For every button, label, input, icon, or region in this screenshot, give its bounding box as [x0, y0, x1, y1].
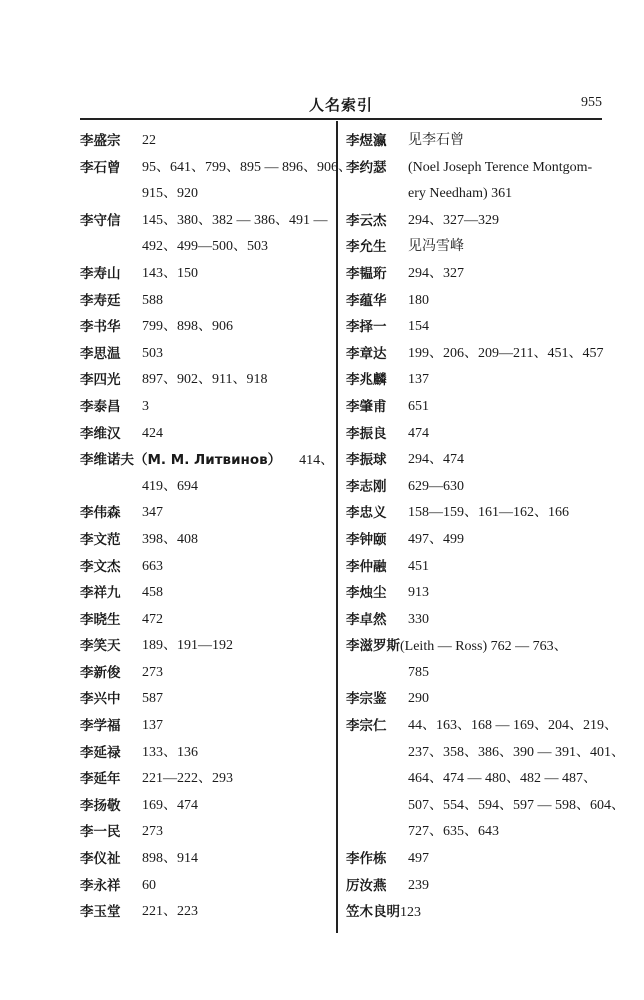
entry-line	[346, 208, 604, 235]
index-entry	[80, 208, 332, 261]
entry-line	[80, 793, 332, 820]
column-divider	[336, 121, 338, 933]
entry-line	[346, 447, 604, 474]
entry-name: 李蕴华	[346, 292, 387, 309]
index-column-right	[346, 128, 625, 926]
entry-pages: 458	[142, 585, 163, 601]
entry-name: 李新俊	[80, 664, 121, 681]
entry-name: 李笑天	[80, 638, 121, 655]
entry-pages: 897、902、911、918	[142, 372, 268, 388]
index-entry	[80, 793, 332, 820]
index-entry	[80, 128, 332, 155]
entry-continuation: 464、474 — 480、482 — 487、	[408, 771, 597, 787]
entry-pages: 347	[142, 505, 163, 521]
entry-line	[80, 899, 332, 926]
index-entry	[80, 527, 332, 554]
index-entry	[346, 474, 604, 501]
entry-line	[346, 128, 604, 155]
entry-pages: 3	[142, 398, 149, 414]
entry-line	[80, 686, 332, 713]
entry-pages: (Leith — Ross) 762 — 763、	[400, 639, 568, 655]
entry-line	[346, 873, 604, 900]
entry-pages: 239	[408, 877, 429, 893]
entry-line	[80, 873, 332, 900]
entry-name: 李思温	[80, 345, 121, 362]
index-entry	[346, 288, 604, 315]
index-entry	[80, 394, 332, 421]
entry-name: 李宗仁	[346, 718, 387, 735]
entry-line	[80, 713, 332, 740]
index-entry	[346, 447, 604, 474]
entry-name: 李永祥	[80, 877, 121, 894]
entry-continuation: 727、635、643	[408, 824, 499, 840]
index-entry	[80, 660, 332, 687]
entry-line	[80, 660, 332, 687]
entry-name: 李四光	[80, 372, 121, 389]
index-entry	[80, 899, 332, 926]
entry-name: 李滋罗斯	[346, 638, 400, 655]
index-entry	[346, 500, 604, 527]
index-entry	[346, 873, 604, 900]
index-entry	[346, 208, 604, 235]
entry-pages: 见李石曾	[408, 133, 464, 148]
entry-line	[346, 367, 604, 394]
entry-pages: 474	[408, 425, 429, 441]
entry-name: 李寿廷	[80, 292, 121, 309]
entry-line	[346, 899, 604, 926]
entry-pages: 497、499	[408, 531, 464, 547]
entry-pages: 330	[408, 611, 429, 627]
entry-pages: 133、136	[142, 744, 198, 760]
index-entry	[80, 819, 332, 846]
entry-name: 李云杰	[346, 212, 387, 229]
entry-pages: 398、408	[142, 531, 198, 547]
entry-continuation: 237、358、386、390 — 391、401、	[408, 744, 625, 760]
entry-name: 李肇甫	[346, 398, 387, 415]
entry-line	[346, 633, 604, 660]
index-entry	[346, 554, 604, 581]
entry-line	[346, 500, 604, 527]
entry-name: 李仪祉	[80, 851, 121, 868]
index-entry	[346, 713, 625, 846]
entry-pages: 143、150	[142, 265, 198, 281]
entry-pages: 221—222、293	[142, 771, 233, 787]
index-entry	[346, 899, 604, 926]
index-entry	[80, 421, 332, 448]
entry-name: 李延年	[80, 771, 121, 788]
index-entry	[80, 500, 332, 527]
entry-name: 李约瑟	[346, 159, 387, 176]
index-entry	[80, 447, 335, 500]
entry-pages: 294、474	[408, 452, 464, 468]
entry-name: 李卓然	[346, 611, 387, 628]
entry-name: 李择一	[346, 319, 387, 336]
entry-line	[346, 554, 604, 581]
index-entry	[346, 234, 604, 261]
entry-line	[346, 474, 604, 501]
entry-line	[80, 314, 332, 341]
index-entry	[80, 554, 332, 581]
entry-pages: 180	[408, 292, 429, 308]
entry-pages: 290	[408, 691, 429, 707]
entry-line	[80, 740, 332, 767]
entry-name: 李扬敬	[80, 797, 121, 814]
entry-line	[80, 580, 332, 607]
index-entry	[80, 713, 332, 740]
entry-line	[346, 234, 604, 261]
entry-name: 李允生	[346, 239, 387, 256]
index-entry	[80, 873, 332, 900]
entry-line	[346, 607, 604, 634]
entry-name: 李煜瀛	[346, 133, 387, 149]
entry-line	[80, 554, 332, 581]
entry-pages: 472	[142, 611, 163, 627]
index-entry	[346, 527, 604, 554]
index-entry	[80, 740, 332, 767]
entry-line	[80, 527, 332, 554]
entry-pages: 294、327—329	[408, 212, 499, 228]
index-entry	[80, 633, 332, 660]
entry-line	[346, 421, 604, 448]
page-header	[80, 92, 602, 116]
entry-name: 李忠义	[346, 505, 387, 522]
entry-pages: 451	[408, 558, 429, 574]
entry-name: 李书华	[80, 319, 121, 336]
index-entry	[346, 367, 604, 394]
index-entry	[80, 288, 332, 315]
entry-name: 李石曾	[80, 159, 121, 176]
entry-name: 李志刚	[346, 478, 387, 495]
entry-line	[80, 447, 335, 474]
entry-pages: 629—630	[408, 478, 464, 494]
entry-name: 李振良	[346, 425, 387, 442]
entry-name: 厉汝燕	[346, 877, 387, 894]
entry-name: 李学福	[80, 718, 121, 735]
entry-name: 李钟颐	[346, 531, 387, 548]
entry-continuation: 785	[408, 664, 429, 680]
entry-pages: 273	[142, 664, 163, 680]
entry-name: 李兴中	[80, 691, 121, 708]
entry-pages: 169、474	[142, 797, 198, 813]
entry-line	[346, 155, 604, 182]
entry-name: 李一民	[80, 824, 121, 841]
entry-pages: 587	[142, 691, 163, 707]
entry-name: 李维诺夫（M. M. Литвинов）	[80, 452, 282, 469]
index-entry	[346, 128, 604, 155]
entry-pages: 158—159、161—162、166	[408, 505, 569, 521]
entry-line	[80, 819, 332, 846]
entry-line	[80, 421, 332, 448]
entry-pages: 44、163、168 — 169、204、219、	[408, 718, 618, 734]
entry-pages: 503	[142, 345, 163, 361]
entry-name: 李伟森	[80, 505, 121, 522]
entry-pages: 221、223	[142, 904, 198, 920]
entry-pages: 898、914	[142, 851, 198, 867]
entry-name: 李文范	[80, 531, 121, 548]
index-entry	[346, 633, 604, 686]
index-entry	[346, 261, 604, 288]
index-entry	[346, 394, 604, 421]
entry-pages: 588	[142, 292, 163, 308]
entry-line	[346, 394, 604, 421]
index-entry	[80, 155, 352, 208]
entry-pages: 913	[408, 585, 429, 601]
entry-line	[80, 846, 332, 873]
entry-line	[346, 314, 604, 341]
index-entry	[80, 607, 332, 634]
entry-continuation: 507、554、594、597 — 598、604、	[408, 797, 625, 813]
index-entry	[346, 421, 604, 448]
index-entry	[80, 580, 332, 607]
entry-name: 李烛尘	[346, 585, 387, 602]
entry-name: 李振球	[346, 452, 387, 469]
entry-line	[346, 527, 604, 554]
entry-name: 李宗鉴	[346, 691, 387, 708]
entry-name: 笠木良明	[346, 904, 400, 921]
entry-line	[346, 341, 604, 368]
entry-continuation: 419、694	[142, 478, 198, 494]
entry-pages: 199、206、209—211、451、457	[408, 345, 604, 361]
index-entry	[346, 846, 604, 873]
index-entry	[346, 580, 604, 607]
entry-pages: 123	[400, 905, 421, 921]
entry-name: 李章达	[346, 345, 387, 362]
entry-pages: 145、380、382 — 386、491 —	[142, 212, 328, 228]
index-entry	[80, 367, 332, 394]
entry-name: 李盛宗	[80, 133, 121, 149]
entry-name: 李守信	[80, 212, 121, 229]
entry-continuation: 915、920	[142, 186, 198, 202]
index-entry	[346, 341, 604, 368]
entry-pages: 414、	[299, 453, 335, 469]
entry-line	[346, 580, 604, 607]
index-entry	[80, 341, 332, 368]
entry-name: 李仲融	[346, 558, 387, 575]
entry-line	[346, 686, 604, 713]
entry-line	[80, 128, 332, 155]
entry-line	[80, 633, 332, 660]
entry-pages: 424	[142, 425, 163, 441]
entry-line	[80, 155, 352, 182]
entry-pages: 60	[142, 877, 156, 893]
entry-line	[80, 341, 332, 368]
entry-pages: 22	[142, 133, 156, 148]
entry-pages: 189、191—192	[142, 638, 233, 654]
entry-pages: 663	[142, 558, 163, 574]
entry-name: 李兆麟	[346, 372, 387, 389]
entry-name: 李泰昌	[80, 398, 121, 415]
entry-pages: 154	[408, 319, 429, 335]
entry-line	[80, 607, 332, 634]
page-number: 955	[581, 95, 602, 110]
index-entry	[80, 314, 332, 341]
entry-pages: 294、327	[408, 265, 464, 281]
entry-pages: 497	[408, 851, 429, 867]
entry-pages: (Noel Joseph Terence Montgom-	[408, 159, 593, 175]
entry-name: 李文杰	[80, 558, 121, 575]
entry-name: 李韫珩	[346, 265, 387, 282]
entry-pages: 273	[142, 824, 163, 840]
entry-pages: 651	[408, 398, 429, 414]
entry-line	[346, 846, 604, 873]
header-rule	[80, 118, 602, 120]
index-entry	[346, 686, 604, 713]
entry-pages: 137	[142, 718, 163, 734]
entry-line	[80, 208, 332, 235]
entry-name: 李维汉	[80, 425, 121, 442]
entry-name: 李作栋	[346, 851, 387, 868]
entry-line	[80, 766, 332, 793]
index-column-left	[80, 128, 352, 926]
entry-line	[80, 288, 332, 315]
entry-pages: 见冯雪峰	[408, 239, 464, 255]
index-entry	[346, 607, 604, 634]
index-entry	[80, 766, 332, 793]
index-entry	[346, 314, 604, 341]
index-entry	[80, 846, 332, 873]
entry-name: 李晓生	[80, 611, 121, 628]
entry-pages: 95、641、799、895 — 896、906、	[142, 159, 352, 175]
entry-line	[80, 367, 332, 394]
entry-continuation: 492、499—500、503	[142, 239, 268, 255]
running-title: 人名索引	[308, 96, 373, 114]
entry-name: 李延禄	[80, 744, 121, 761]
entry-line	[80, 394, 332, 421]
entry-pages: 137	[408, 372, 429, 388]
entry-line	[80, 261, 332, 288]
entry-line	[346, 713, 618, 740]
entry-name: 李寿山	[80, 265, 121, 282]
entry-line	[80, 500, 332, 527]
entry-line	[346, 261, 604, 288]
index-entry	[80, 261, 332, 288]
index-entry	[80, 686, 332, 713]
entry-continuation: ery Needham) 361	[408, 186, 513, 202]
entry-pages: 799、898、906	[142, 319, 233, 335]
entry-name: 李玉堂	[80, 904, 121, 921]
entry-line	[346, 288, 604, 315]
index-entry	[346, 155, 604, 208]
entry-name: 李祥九	[80, 585, 121, 602]
